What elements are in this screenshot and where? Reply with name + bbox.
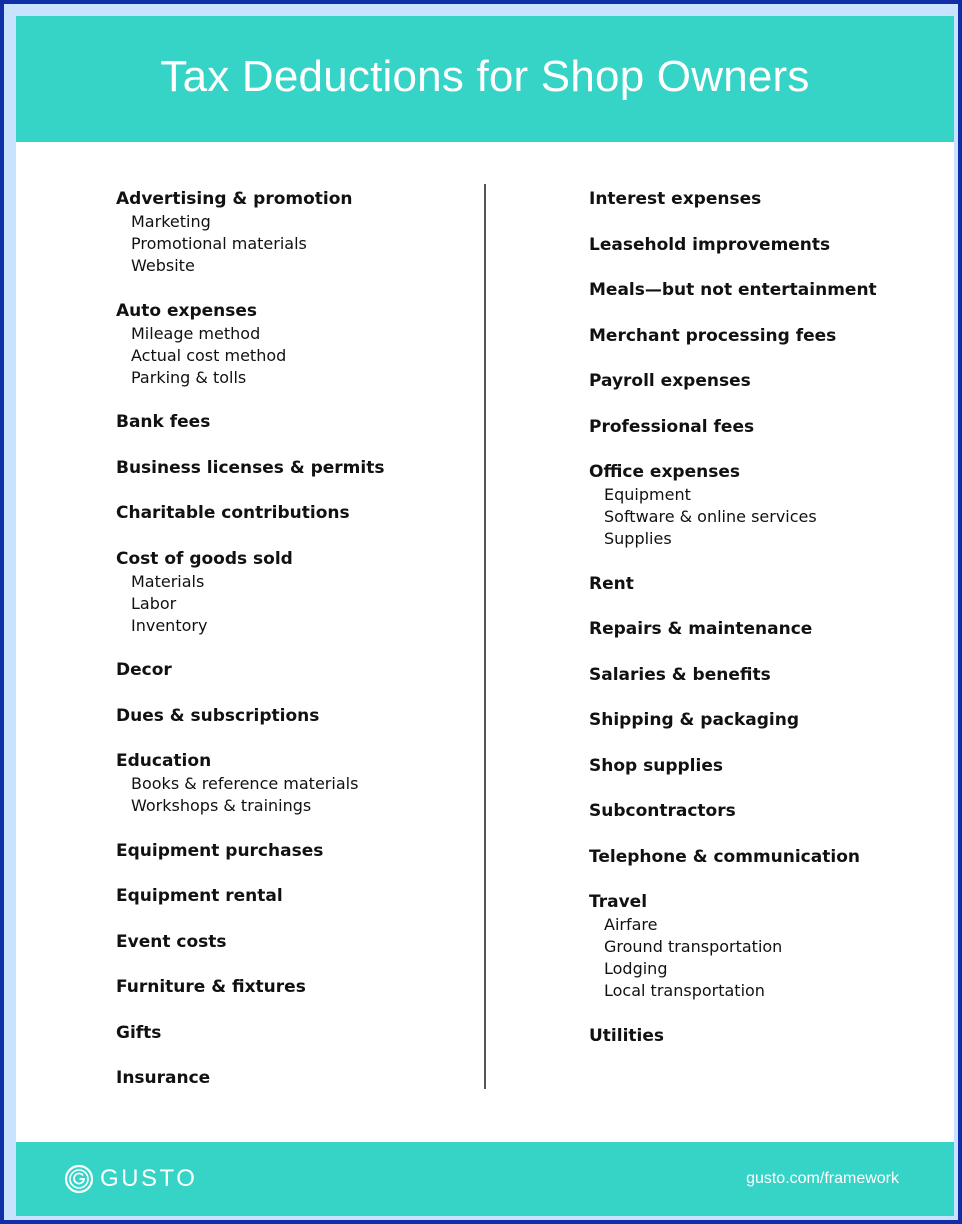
- deduction-group: [589, 279, 877, 302]
- deduction-group: [116, 188, 384, 277]
- deduction-subitem: Promotional materials: [131, 234, 307, 253]
- deduction-group: [589, 573, 877, 596]
- deduction-category: Decor: [116, 660, 172, 680]
- deduction-group: [116, 750, 384, 817]
- deduction-category: Dues & subscriptions: [116, 705, 320, 726]
- deduction-category: Travel: [589, 892, 648, 912]
- deduction-subitem: Website: [131, 256, 195, 275]
- deduction-category: Leasehold improvements: [589, 234, 831, 255]
- deduction-category: Payroll expenses: [589, 371, 751, 391]
- deduction-subitem: Marketing: [131, 212, 211, 231]
- deduction-group: [116, 1022, 384, 1045]
- deduction-subitem: Inventory: [131, 615, 208, 635]
- deduction-subitem: Equipment: [604, 485, 691, 504]
- deduction-group: [589, 755, 877, 778]
- deduction-category: Furniture & fixtures: [116, 977, 306, 997]
- deduction-group: [589, 370, 877, 393]
- deduction-category: Business licenses & permits: [116, 457, 385, 478]
- deduction-group: [589, 416, 877, 439]
- deduction-group: [589, 664, 877, 687]
- deduction-category: Charitable contributions: [116, 503, 350, 523]
- deduction-subitem: Airfare: [604, 915, 658, 934]
- deduction-category: Cost of goods sold: [116, 548, 293, 569]
- deduction-group: [589, 188, 877, 211]
- deduction-group: [116, 548, 384, 637]
- deduction-group: [589, 846, 877, 869]
- deduction-group: [589, 461, 877, 550]
- page-title: Tax Deductions for Shop Owners: [160, 52, 810, 101]
- deduction-subitem: Materials: [131, 571, 205, 591]
- deduction-group: [589, 234, 877, 257]
- deduction-group: [589, 1025, 877, 1048]
- deduction-group: [116, 885, 384, 908]
- right-column: [589, 188, 877, 1070]
- deduction-group: [116, 931, 384, 954]
- deduction-subitem: Ground transportation: [604, 937, 783, 956]
- deduction-group: [589, 800, 877, 823]
- deduction-category: Insurance: [116, 1068, 211, 1088]
- deduction-subitem: Local transportation: [604, 981, 765, 1000]
- deduction-category: Equipment purchases: [116, 840, 324, 861]
- deduction-category: Office expenses: [589, 462, 740, 482]
- gusto-logo-icon: [64, 1164, 94, 1194]
- deduction-category: Salaries & benefits: [589, 664, 771, 685]
- deduction-category: Rent: [589, 573, 634, 594]
- deduction-subitem: Workshops & trainings: [131, 796, 312, 815]
- left-column: [116, 188, 384, 1113]
- deduction-group: [116, 1067, 384, 1090]
- deduction-category: Merchant processing fees: [589, 325, 837, 346]
- deduction-group: [589, 709, 877, 732]
- deduction-category: Subcontractors: [589, 801, 736, 821]
- column-divider: [484, 184, 486, 1089]
- deduction-category: Equipment rental: [116, 886, 283, 906]
- deduction-group: [116, 411, 384, 434]
- deduction-group: [116, 300, 384, 389]
- deduction-category: Event costs: [116, 931, 227, 952]
- deduction-category: Bank fees: [116, 412, 211, 432]
- deduction-subitem: Lodging: [604, 959, 668, 978]
- deduction-subitem: Parking & tolls: [131, 367, 247, 387]
- deduction-subitem: Actual cost method: [131, 345, 287, 365]
- gusto-logo: [64, 1162, 197, 1196]
- header-banner: [16, 16, 954, 142]
- deduction-group: [116, 457, 384, 480]
- deduction-category: Interest expenses: [589, 189, 762, 209]
- deduction-category: Telephone & communication: [589, 846, 860, 867]
- deduction-category: Education: [116, 751, 212, 771]
- deduction-subitem: Supplies: [604, 529, 672, 548]
- deduction-group: [589, 618, 877, 641]
- logo-wordmark: GUSTO: [100, 1165, 198, 1192]
- deduction-subitem: Books & reference materials: [131, 774, 359, 793]
- deduction-category: Advertising & promotion: [116, 189, 353, 209]
- deduction-subitem: Labor: [131, 593, 177, 613]
- deduction-category: Gifts: [116, 1022, 162, 1043]
- footer-banner: [16, 1142, 954, 1216]
- deduction-category: Meals—but not entertainment: [589, 280, 877, 300]
- deduction-category: Shipping & packaging: [589, 710, 800, 730]
- deduction-group: [116, 705, 384, 728]
- footer-url[interactable]: gusto.com/framework: [746, 1170, 899, 1187]
- deduction-category: Utilities: [589, 1025, 665, 1046]
- deduction-group: [116, 976, 384, 999]
- deduction-group: [589, 891, 877, 1002]
- deduction-group: [116, 502, 384, 525]
- deduction-subitem: Software & online services: [604, 507, 817, 526]
- deduction-category: Auto expenses: [116, 300, 258, 321]
- document-page: [16, 16, 954, 1216]
- deduction-group: [116, 659, 384, 682]
- deduction-group: [116, 840, 384, 863]
- deduction-category: Shop supplies: [589, 755, 723, 776]
- deduction-group: [589, 325, 877, 348]
- deduction-subitem: Mileage method: [131, 323, 261, 343]
- deduction-category: Professional fees: [589, 416, 755, 437]
- deduction-category: Repairs & maintenance: [589, 619, 813, 639]
